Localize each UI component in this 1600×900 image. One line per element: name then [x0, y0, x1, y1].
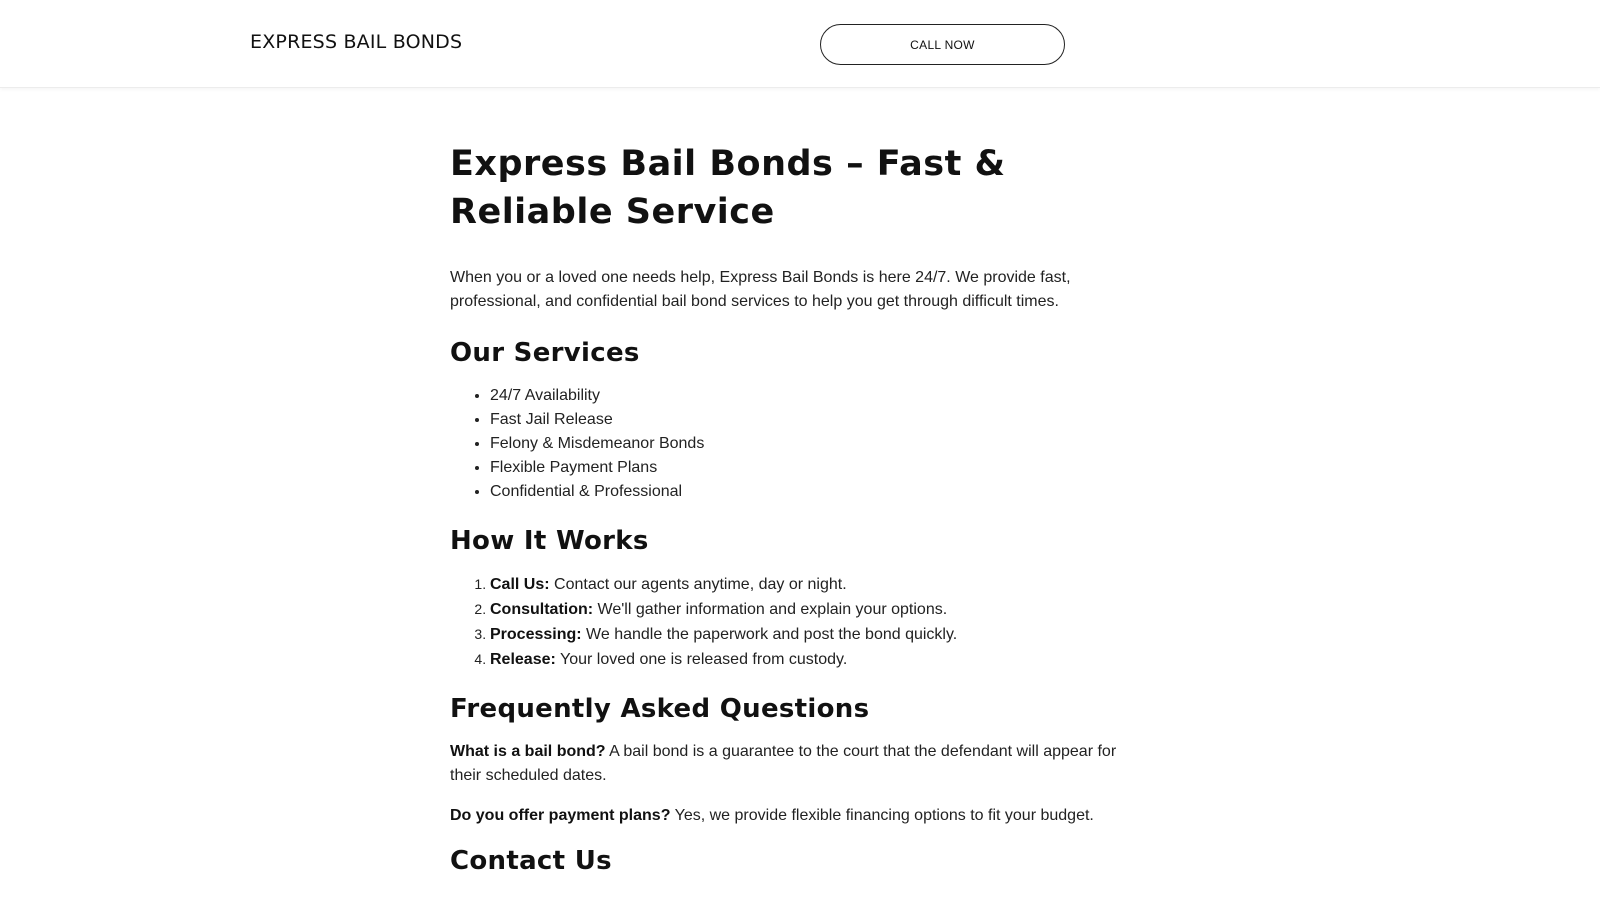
brand-logo-link[interactable]: EXPRESS BAIL BONDS: [250, 31, 463, 53]
intro-paragraph: When you or a loved one needs help, Express Bail Bonds is here 24/7. We provide fast, professional, and confidential bail bond services to help you get through difficult times.: [450, 269, 1071, 310]
main-content: [450, 140, 1140, 892]
services-list: [450, 384, 1140, 504]
faq-answer: Yes, we provide flexible financing options to fit your budget.: [670, 807, 1094, 824]
services-list-item: • Fast Jail Release: [490, 408, 1140, 432]
step-text: Contact our agents anytime, day or night.: [549, 576, 847, 593]
step-label: Consultation:: [490, 601, 594, 618]
steps-list: [450, 572, 1140, 672]
faq-section: [450, 740, 1140, 828]
step-item: [490, 572, 1140, 597]
step-text: We handle the paperwork and post the bond quickly.: [581, 626, 958, 643]
services-list-item: • 24/7 Availability: [490, 384, 1140, 408]
faq-item: [450, 804, 1140, 828]
step-item: [490, 597, 1140, 622]
step-item: [490, 647, 1140, 672]
faq-heading: Frequently Asked Questions: [450, 694, 870, 724]
step-text: Your loved one is released from custody.: [555, 651, 848, 668]
site-header: [0, 0, 1600, 88]
faq-question: What is a bail bond?: [450, 743, 606, 760]
services-list-item: • Felony & Misdemeanor Bonds: [490, 432, 1140, 456]
step-label: Release:: [490, 651, 556, 668]
services-list-item: • Flexible Payment Plans: [490, 456, 1140, 480]
page-title: Express Bail Bonds – Fast & Reliable Service: [450, 144, 1006, 232]
how-it-works-heading: How It Works: [450, 526, 649, 556]
step-label: Call Us:: [490, 576, 550, 593]
step-text: We'll gather information and explain your options.: [593, 601, 948, 618]
contact-heading: Contact Us: [450, 846, 612, 876]
faq-answer: A bail bond is a guarantee to the court that the defendant will appear for their scheduled dates.: [450, 743, 1117, 784]
step-item: [490, 622, 1140, 647]
step-label: Processing:: [490, 626, 582, 643]
services-heading: Our Services: [450, 338, 640, 368]
services-list-item: • Confidential & Professional: [490, 480, 1140, 504]
call-now-button[interactable]: CALL NOW: [820, 24, 1065, 65]
faq-question: Do you offer payment plans?: [450, 807, 671, 824]
faq-item: [450, 740, 1140, 788]
